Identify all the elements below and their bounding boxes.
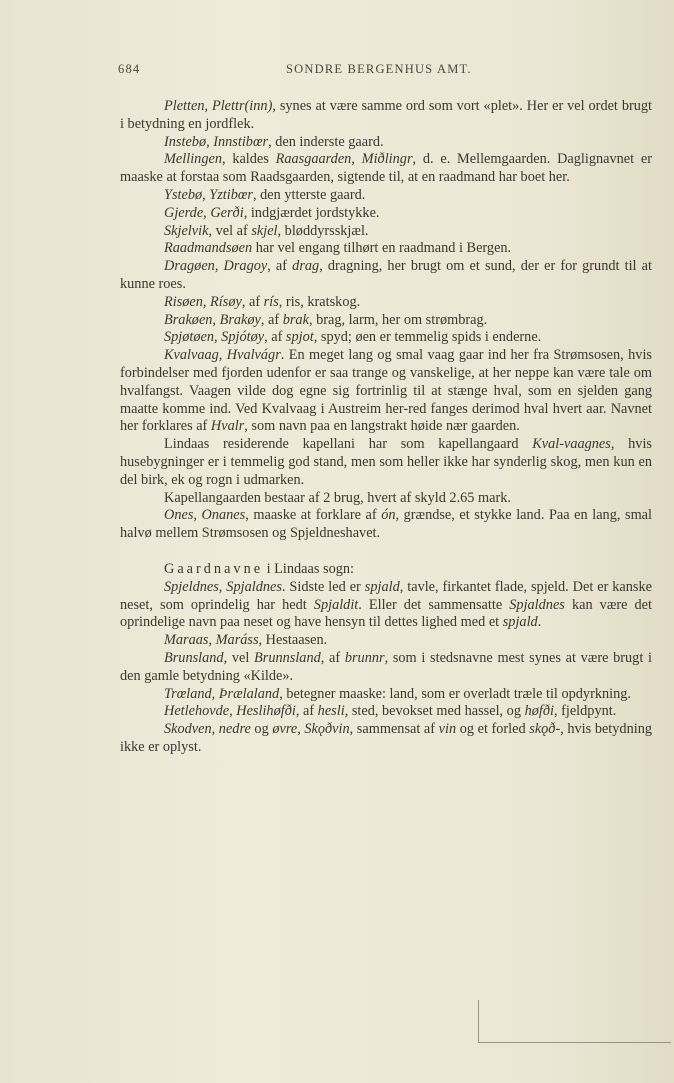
text-run: Lindaas residerende kapellani har som kapellangaard	[164, 436, 533, 453]
paragraph	[120, 347, 652, 436]
paragraph	[120, 294, 652, 312]
italic-term: Kval-vaagnes	[532, 436, 611, 453]
italic-term: Hvalr	[210, 418, 245, 435]
paragraph	[120, 223, 652, 241]
italic-term: Raadmandsøen	[164, 240, 253, 257]
italic-term: skǫð-	[529, 721, 561, 738]
paragraph	[120, 490, 652, 508]
italic-term: Mellingen	[164, 151, 222, 168]
text-run: , af	[267, 258, 293, 275]
text-run: , hvis betydning ikke er oplyst.	[120, 721, 652, 755]
text-run: , vel	[223, 649, 255, 666]
text-run: , bløddyrsskjæl.	[277, 222, 369, 239]
text-run: , som navn paa en langstrakt høide nær gaarden.	[244, 418, 520, 435]
italic-term: Spjeldnes, Spjaldnes	[164, 578, 282, 595]
text-run: , d. e. Mellemgaarden. Daglignavnet er maaske at forstaa som Raadsgaarden, sigtende til, at en raadmand har boet her.	[120, 151, 652, 186]
text-run: Kapellangaarden bestaar af 2 brug, hvert af skyld 2.65 mark.	[164, 489, 511, 506]
paragraph	[120, 632, 652, 650]
paragraph	[120, 258, 652, 294]
italic-term: Spjaldnes	[509, 596, 565, 613]
text-run: , grændse, et stykke land. Paa en lang, smal halvø mellem Strømsosen og Spjeldneshavet.	[120, 507, 653, 542]
italic-term: Trœland, Þrælaland	[164, 685, 280, 702]
text-run: , tavle, firkantet flade, spjeld. Det er kanske neset, som oprindelig har hedt	[120, 578, 652, 613]
paragraph	[120, 151, 652, 187]
italic-term: Ystebø, Yztibœr	[164, 186, 253, 203]
italic-term: Skjelvik	[164, 222, 209, 239]
text-run: . Eller det sammensatte	[358, 596, 510, 613]
running-title: SONDRE BERGENHUS AMT.	[286, 62, 472, 76]
paragraph	[120, 329, 652, 347]
text-run: og	[250, 721, 273, 738]
italic-term: Hetlehovde, Heslihøfði	[164, 703, 296, 720]
italic-term: Pletten, Plettr(inn)	[164, 98, 273, 114]
paragraph	[120, 686, 652, 704]
paragraph	[120, 703, 652, 721]
italic-term: Brunnsland	[254, 649, 321, 666]
text-run: , sted, bevokset med hassel, og	[344, 703, 525, 720]
italic-term: høfði	[524, 703, 554, 720]
paragraph	[120, 134, 652, 152]
italic-term: brunnr	[344, 649, 385, 666]
italic-term: rís	[263, 293, 279, 310]
italic-term: drag	[292, 258, 320, 275]
text-run: . Sidste led er	[281, 578, 365, 595]
paragraph	[120, 187, 652, 205]
text-run: , den ytterste gaard.	[253, 186, 366, 203]
italic-term: Dragøen, Dragoy	[164, 258, 268, 275]
italic-term: Raasgaarden, Miðlingr	[275, 151, 413, 168]
text-run: , af	[295, 703, 318, 720]
paragraph	[120, 436, 652, 489]
text-run: , Hestaasen.	[258, 632, 328, 649]
text-run: , kaldes	[221, 151, 276, 168]
paragraph	[120, 240, 652, 258]
text-run: , hvis husebygninger er i temmelig god stand, men som heller ikke har synderlig skog, men kun en del birk, ek og rogn i udmarken.	[120, 436, 652, 488]
body-text	[120, 98, 652, 757]
italic-term: skjel	[251, 222, 278, 239]
text-run: Gaardnavne	[164, 560, 264, 577]
paragraph	[120, 561, 652, 579]
italic-term: spjald	[364, 578, 400, 595]
italic-term: hesli	[317, 703, 345, 720]
italic-term: Gjerde, Gerði	[164, 204, 244, 221]
text-run: , den inderste gaard.	[268, 133, 384, 150]
text-run: , af	[264, 329, 286, 346]
page-number: 684	[118, 62, 141, 76]
italic-term: ón	[381, 507, 396, 524]
text-run: , som i stedsnavne mest synes at være brugt i den gamle betydning «Kilde».	[120, 649, 652, 684]
text-run: , brag, larm, her om strømbrag.	[308, 311, 488, 328]
text-run: , af	[241, 293, 264, 310]
paragraph	[120, 98, 652, 134]
text-run: , dragning, her brugt om et sund, der er for grundt til at kunne roes.	[120, 258, 652, 292]
text-run: i Lindaas sogn:	[263, 560, 354, 577]
italic-term: spjot	[285, 329, 314, 346]
paragraph	[120, 650, 652, 686]
text-run: , vel af	[208, 222, 252, 239]
text-run: , fjeldpynt.	[553, 703, 617, 720]
text-run: .	[537, 614, 542, 631]
text-run: , ris, kratskog.	[278, 293, 361, 310]
corner-bracket-mark	[478, 1000, 671, 1043]
italic-term: Skodven, nedre	[164, 721, 251, 738]
italic-term: Instebø, Innstibœr	[164, 133, 269, 150]
italic-term: spjald	[502, 614, 538, 631]
italic-term: Spjaldit	[313, 596, 359, 613]
paragraph	[120, 205, 652, 223]
text-run: , indgjærdet jordstykke.	[243, 204, 380, 221]
paragraph	[120, 507, 652, 543]
italic-term: Kvalvaag, Hvalvágr	[164, 347, 281, 364]
italic-term: brak	[282, 311, 309, 328]
text-run: , maaske at forklare af	[245, 507, 382, 524]
text-run: . En meget lang og smal vaag gaar ind her fra Strømsosen, hvis forbindelser med fjorden udenfor er saa trange og vanskelige, at her neppe kan være tale om hvalfangst. Vaagen vilde dog egne sig fortrinlig til at stænge hval, som en sjelden gang maatte komme ind. Ved Kvalvaag i Austreim her-red fanges derimod hval hvert aar. Navnet her forklares af	[120, 347, 652, 435]
italic-term: Spjøtøen, Spjótøy	[164, 329, 265, 346]
italic-term: Brunsland	[164, 649, 224, 666]
italic-term: Maraas, Maráss	[164, 632, 259, 649]
text-run: , spyd; øen er temmelig spids i enderne.	[313, 329, 542, 346]
paragraph	[120, 579, 652, 632]
text-run: , sammensat af	[349, 721, 439, 738]
text-run: , synes at være samme ord som vort «plet». Her er vel ordet brugt i betydning en jordflek.	[120, 98, 653, 132]
italic-term: øvre, Skǫðvin	[272, 721, 350, 738]
italic-term: Risøen, Rísøy	[164, 293, 242, 310]
italic-term: Ones, Onanes	[164, 507, 246, 524]
italic-term: Brakøen, Brakøy	[164, 311, 261, 328]
text-run: har vel engang tilhørt en raadmand i Bergen.	[252, 240, 512, 257]
text-run: , af	[320, 649, 345, 666]
text-run: , betegner maaske: land, som er overladt træle til opdyrkning.	[279, 685, 631, 702]
text-run: og et forled	[456, 721, 530, 738]
italic-term: vin	[438, 721, 457, 738]
paragraph	[120, 312, 652, 330]
paragraph	[120, 721, 652, 757]
text-run: kan være det oprindelige navn paa neset og have hensyn til dettes lighed med et	[120, 596, 653, 631]
text-run: , af	[260, 311, 283, 328]
